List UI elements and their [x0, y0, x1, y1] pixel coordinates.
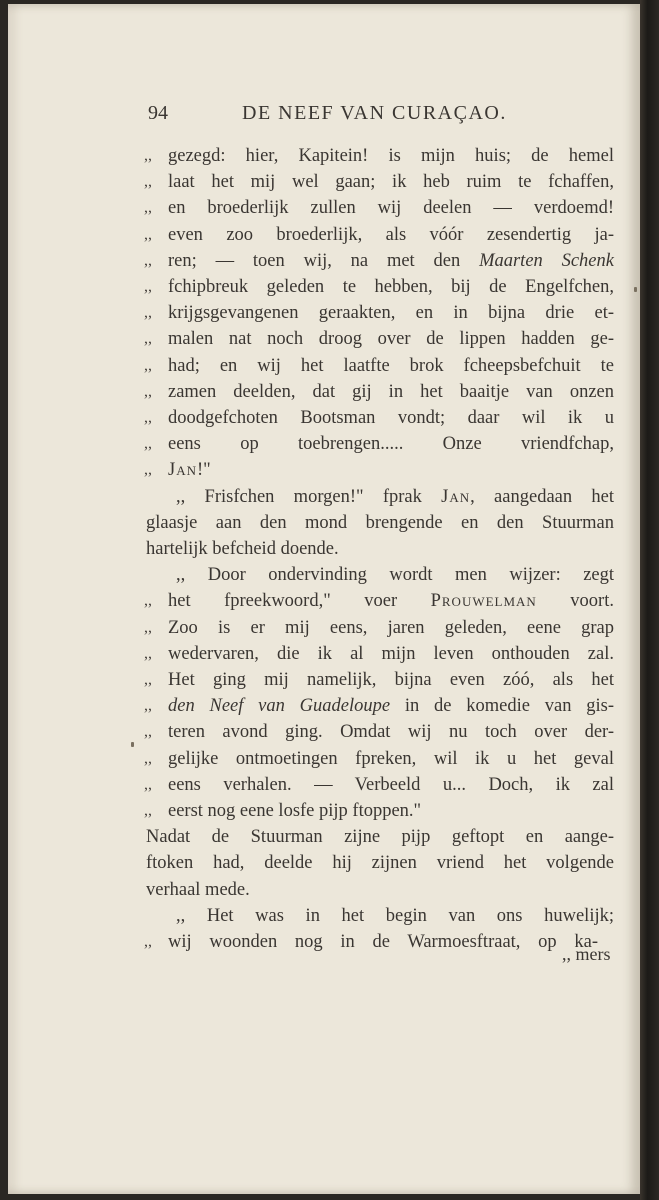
smallcaps-name: Prouwelman — [430, 591, 537, 612]
text-line — [144, 434, 614, 460]
line-text: hartelijk befcheid doende. — [146, 539, 339, 559]
quote-mark: ,, — [144, 409, 152, 426]
page-number: 94 — [148, 102, 168, 124]
quote-mark: ,, — [144, 618, 152, 636]
line-text: ,, Het was in het begin van ons huwelijk; — [176, 905, 614, 926]
line-text: verhaal mede. — [146, 879, 250, 900]
line-text: in de komedie van gis- — [390, 696, 615, 717]
text-line — [144, 801, 614, 827]
line-text: malen nat noch droog over de lippen hadden ge- — [168, 329, 614, 350]
page-edge — [640, 0, 659, 1200]
text-line — [146, 880, 614, 906]
text-line — [146, 539, 614, 565]
speck — [131, 742, 134, 747]
page-header — [148, 102, 520, 132]
quote-mark: ,, — [144, 775, 152, 793]
text-line — [144, 460, 614, 486]
quote-mark: ,, — [144, 461, 152, 479]
quote-mark: ,, — [144, 225, 152, 243]
running-title: DE NEEF VAN CURAÇAO. — [242, 102, 507, 124]
italic-text: Maarten Schenk — [479, 250, 614, 271]
line-text: gelijke ontmoetingen fpreken, wil ik u het geval — [168, 748, 614, 769]
line-text: ren; — toen wij, na met den — [168, 250, 480, 271]
text-line — [144, 250, 614, 277]
line-text: en broederlijk zullen wij deelen — verdoemd! — [168, 198, 614, 219]
catchword: ,, mers — [562, 944, 611, 964]
line-text: ,, Frisfchen morgen!" fprak — [176, 486, 442, 507]
line-text: het fpreekwoord," voer — [168, 591, 431, 612]
quote-mark: ,, — [144, 435, 152, 453]
quote-mark: ,, — [144, 199, 152, 217]
text-line — [144, 381, 614, 408]
line-text: wij woonden nog in de Warmoesftraat, op ka- — [168, 932, 598, 952]
line-text: eerst nog eene losfe pijp ftoppen." — [168, 801, 422, 821]
text-line — [144, 643, 614, 670]
text-line — [144, 932, 598, 958]
quote-mark: ,, — [144, 644, 152, 662]
line-text: had; en wij het laatfte brok fcheepsbefchuit te — [168, 355, 614, 376]
text-line — [144, 617, 614, 644]
quote-mark: ,, — [144, 697, 152, 715]
quote-mark: ,, — [144, 592, 152, 610]
line-text: laat het mij wel gaan; ik heb ruim te fchaffen, — [168, 172, 614, 193]
text-line — [144, 748, 614, 775]
text-line — [146, 827, 614, 853]
text-line — [144, 224, 614, 251]
line-text: zamen deelden, dat gij in het baaitje van onzen — [168, 381, 614, 402]
text-line — [144, 172, 614, 198]
quote-mark: ,, — [144, 147, 152, 164]
text-line — [144, 408, 614, 434]
line-text: even zoo broederlijk, als vóór zesendertig ja- — [168, 224, 614, 245]
quote-mark: ,, — [144, 671, 152, 688]
line-text: , aangedaan het — [470, 486, 614, 507]
smallcaps-name: Jan — [441, 486, 471, 507]
quote-mark: ,, — [144, 173, 152, 191]
quote-mark: ,, — [144, 304, 152, 322]
line-text: Nadat de Stuurman zijne pijp geftopt en aange- — [146, 827, 614, 848]
quote-mark: ,, — [144, 802, 152, 819]
quote-mark: ,, — [144, 749, 152, 767]
italic-text: den Neef van Guadeloupe — [168, 696, 391, 717]
line-text: wedervaren, die ik al mijn leven onthouden zal. — [168, 643, 614, 664]
text-line — [144, 146, 614, 172]
text-line — [144, 696, 615, 722]
quote-mark: ,, — [144, 723, 152, 741]
text-line — [144, 774, 614, 801]
smallcaps-name: Jan — [168, 460, 197, 481]
line-text: doodgefchoten Bootsman vondt; daar wil ik u — [168, 408, 614, 428]
quote-mark: ,, — [144, 278, 152, 295]
text-line — [144, 722, 614, 748]
line-text: eens op toebrengen..... Onze vriendfchap, — [168, 434, 614, 455]
line-text: teren avond ging. Omdat wij nu toch over der- — [168, 722, 614, 743]
speck — [634, 287, 637, 292]
line-text: ftoken had, deelde hij zijnen vriend het volgende — [146, 853, 614, 874]
line-text: krijgsgevangenen geraakten, en in bijna drie et- — [168, 303, 614, 324]
text-line — [144, 670, 614, 696]
text-line — [176, 565, 614, 591]
line-text: voort. — [536, 591, 614, 612]
text-line — [144, 355, 614, 382]
quote-mark: ,, — [144, 382, 152, 400]
line-text: gezegd: hier, Kapitein! is mijn huis; de hemel — [168, 146, 614, 166]
quote-mark: ,, — [144, 933, 152, 950]
text-line — [144, 198, 614, 224]
line-text: ,, Door ondervinding wordt men wijzer: zegt — [176, 565, 614, 586]
line-text: Zoo is er mij eens, jaren geleden, eene grap — [168, 617, 614, 638]
line-text: Het ging mij namelijk, bijna even zóó, als het — [168, 670, 614, 690]
line-text: glaasje aan den mond brengende en den Stuurman — [146, 512, 614, 533]
quote-mark: ,, — [144, 356, 152, 374]
text-line — [144, 277, 614, 303]
text-line — [144, 303, 614, 329]
text-line — [176, 906, 614, 932]
line-text: fchipbreuk geleden te hebben, bij de Engelfchen, — [168, 277, 614, 297]
quote-mark: ,, — [144, 330, 152, 348]
text-line — [176, 487, 614, 513]
line-text: eens verhalen. — Verbeeld u... Doch, ik zal — [168, 774, 614, 795]
text-line — [144, 329, 614, 355]
text-line — [146, 853, 614, 879]
quote-mark: ,, — [144, 251, 152, 269]
text-line — [144, 591, 614, 617]
line-text: !" — [196, 460, 211, 481]
text-line — [146, 513, 614, 539]
